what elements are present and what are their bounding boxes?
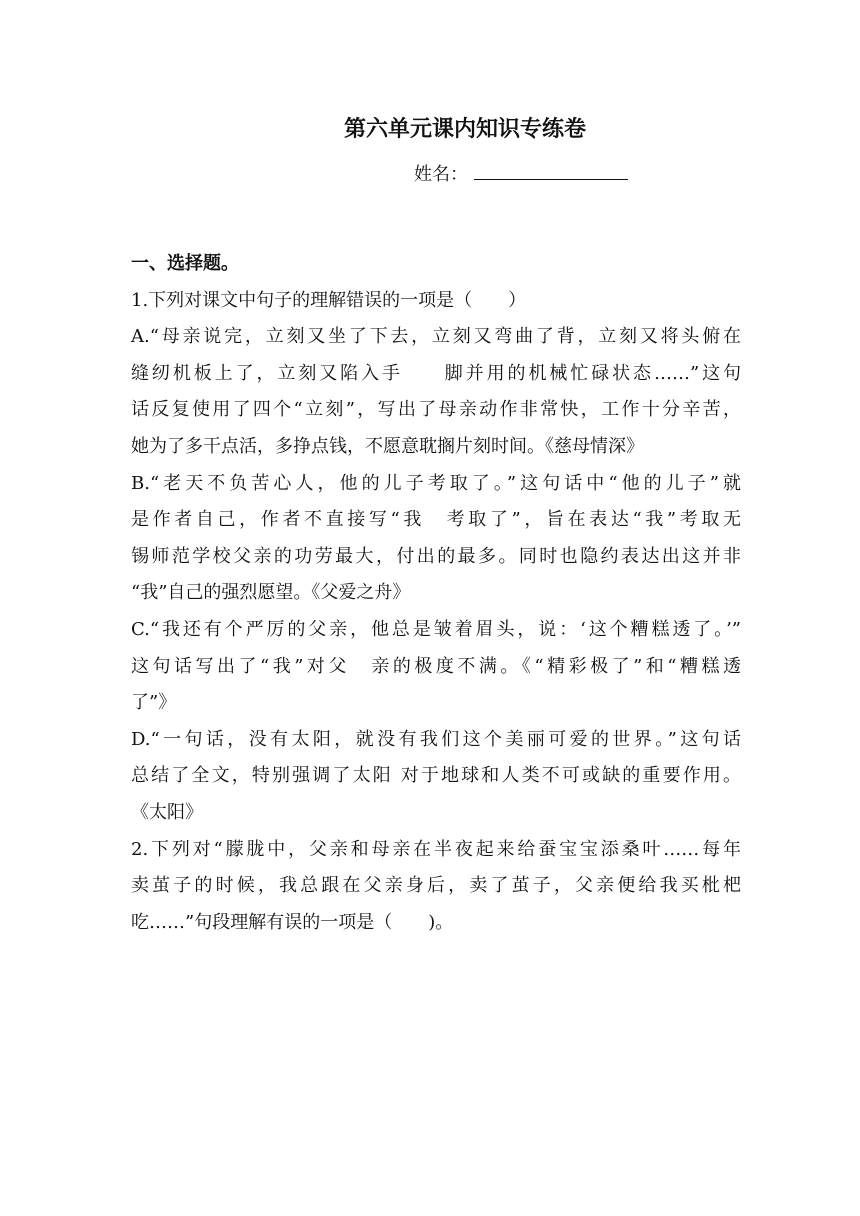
option-b-line-2: 是作者自己，作者不直接写“我 考取了”，旨在表达“我”考取无 — [131, 509, 741, 531]
option-d-line-1: D.“一句话，没有太阳，就没有我们这个美丽可爱的世界。”这句话 — [131, 728, 741, 750]
option-b-line-1: B.“老天不负苦心人，他的儿子考取了。”这句话中“他的儿子”就 — [131, 472, 741, 494]
option-a-line-2: 缝纫机板上了，立刻又陷入手 脚并用的机械忙碌状态……”这句 — [131, 362, 741, 384]
document-body — [131, 246, 741, 941]
option-d-line-3: 《太阳》 — [131, 801, 203, 823]
option-d-line-2: 总结了全文，特别强调了太阳 对于地球和人类不可或缺的重要作用。 — [131, 765, 741, 787]
name-blank-line[interactable] — [474, 161, 628, 180]
option-b-line-4: “我”自己的强烈愿望。《父爱之舟》 — [131, 582, 411, 604]
question-2-line-1: 2.下列对“朦胧中，父亲和母亲在半夜起来给蚕宝宝添桑叶……每年 — [131, 838, 741, 860]
question-2-line-3: 吃……”句段理解有误的一项是（ )。 — [131, 911, 454, 933]
question-1 — [131, 283, 741, 832]
name-field — [414, 160, 628, 186]
question-1-stem: 1.下列对课文中句子的理解错误的一项是（ ） — [131, 289, 527, 311]
option-c-line-1: C.“我还有个严厉的父亲，他总是皱着眉头，说：‘这个糟糕透了。’” — [131, 618, 741, 640]
section-heading: 一、选择题。 — [131, 253, 239, 274]
option-a-line-4: 她为了多干点活，多挣点钱，不愿意耽搁片刻时间。《慈母情深》 — [131, 435, 644, 457]
question-2-line-2: 卖茧子的时候，我总跟在父亲身后，卖了茧子，父亲便给我买枇杷 — [131, 875, 741, 897]
question-2 — [131, 832, 741, 942]
option-a-line-3: 话反复使用了四个“立刻”，写出了母亲动作非常快，工作十分辛苦， — [131, 399, 741, 421]
option-c-line-2: 这句话写出了“我”对父 亲的极度不满。《“精彩极了”和“糟糕透 — [131, 655, 741, 677]
option-c-line-3: 了”》 — [131, 692, 177, 714]
option-b-line-3: 锡师范学校父亲的功劳最大，付出的最多。同时也隐约表达出这并非 — [131, 545, 741, 567]
name-label: 姓名： — [414, 164, 468, 185]
document-title: 第六单元课内知识专练卷 — [343, 117, 586, 142]
option-a-line-1: A.“母亲说完，立刻又坐了下去，立刻又弯曲了背，立刻又将头俯在 — [131, 326, 741, 348]
